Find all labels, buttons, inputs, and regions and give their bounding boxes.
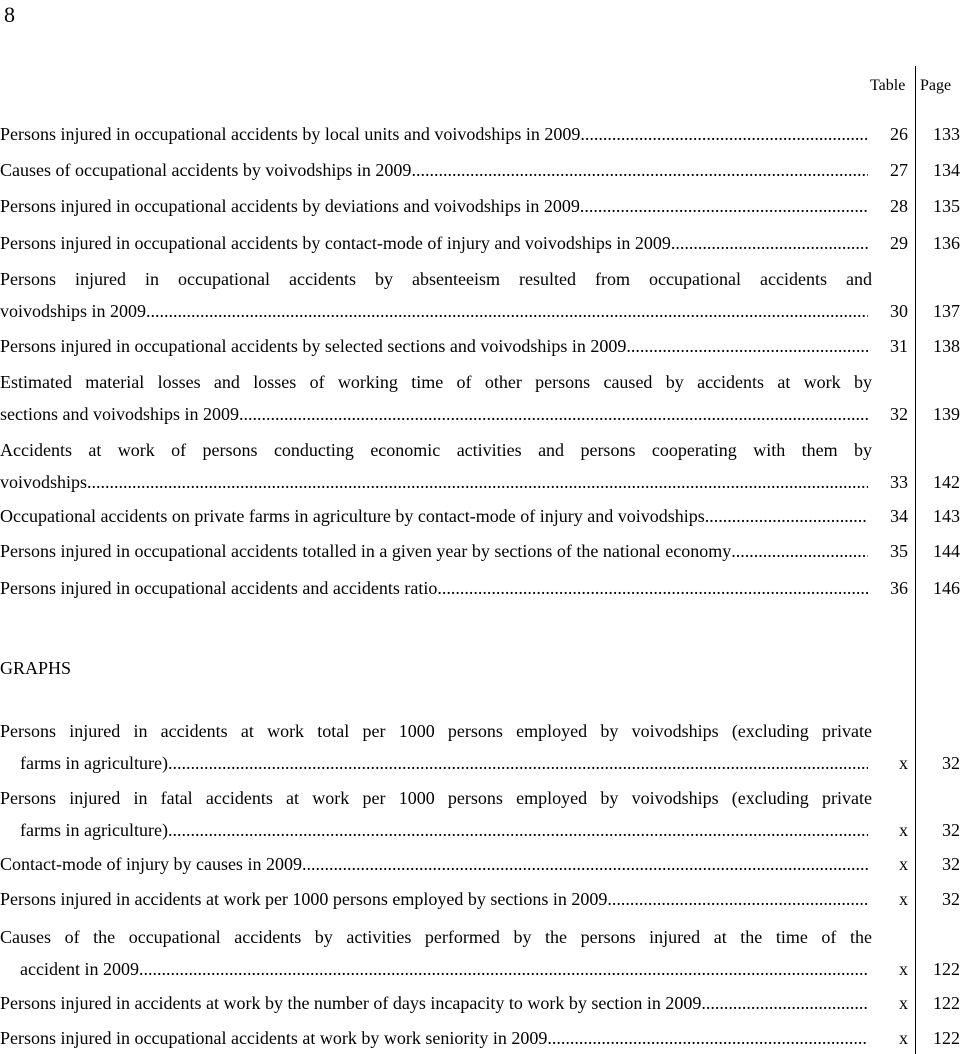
dot-leader xyxy=(626,333,868,359)
table-table-number: 32 xyxy=(890,404,908,424)
table-entry-title: voivodships in 2009 xyxy=(0,301,147,321)
table-page-number: 139 xyxy=(933,404,960,424)
dot-leader xyxy=(437,575,868,601)
table-table-number: 26 xyxy=(890,124,908,144)
graph-entry-title: Persons injured in accidents at work per 1000 persons employed by sections in 2009 xyxy=(0,889,608,909)
graph-entry-title: Persons injured in fatal accidents at work per 1000 persons employed by voivodships (excluding private xyxy=(0,788,872,808)
graph-page-number: 32 xyxy=(942,753,960,773)
table-table-number: 28 xyxy=(890,196,908,216)
table-entry-leader xyxy=(0,575,868,601)
dot-leader xyxy=(168,817,868,843)
graph-entry-leader xyxy=(20,750,868,776)
dot-leader xyxy=(139,956,868,982)
table-page-number: 142 xyxy=(933,472,960,492)
graph-table-number: x xyxy=(899,993,908,1013)
dot-leader xyxy=(731,538,868,564)
dot-leader xyxy=(580,121,868,147)
graph-page-number: 32 xyxy=(942,889,960,909)
graph-page-number: 32 xyxy=(942,820,960,840)
graph-entry-title: Persons injured in occupational accidents at work by work seniority in 2009 xyxy=(0,1028,548,1048)
graph-entry-leader xyxy=(0,990,868,1016)
table-page-number: 133 xyxy=(933,124,960,144)
table-entry-leader xyxy=(0,157,868,183)
graph-entry-leader xyxy=(20,956,868,982)
dot-leader xyxy=(239,401,868,427)
table-table-number: 30 xyxy=(890,301,908,321)
table-table-number: 34 xyxy=(890,506,908,526)
graph-table-number: x xyxy=(899,753,908,773)
graph-entry-title: Contact-mode of injury by causes in 2009 xyxy=(0,854,302,874)
table-entry-leader xyxy=(0,298,868,324)
table-page-number: 135 xyxy=(933,196,960,216)
table-page-number: 146 xyxy=(933,578,960,598)
graphs-heading: GRAPHS xyxy=(0,658,72,678)
table-entry-title: Persons injured in occupational accidents by selected sections and voivodships in 2009 xyxy=(0,336,627,356)
dot-leader xyxy=(671,230,868,256)
table-entry-title: Persons injured in occupational accidents by local units and voivodships in 2009 xyxy=(0,124,581,144)
dot-leader xyxy=(146,298,868,324)
graph-entry-leader xyxy=(20,817,868,843)
table-entry-title: Persons injured in occupational accidents and accidents ratio xyxy=(0,578,438,598)
graph-entry-title: accident in 2009 xyxy=(20,959,139,979)
graph-table-number: x xyxy=(899,1028,908,1048)
dot-leader xyxy=(87,469,868,495)
table-entry-leader xyxy=(0,469,868,495)
dot-leader xyxy=(607,886,868,912)
page-number: 8 xyxy=(4,2,15,27)
table-column-header: Table xyxy=(870,77,906,94)
table-page-number: 143 xyxy=(933,506,960,526)
table-entry-title: Occupational accidents on private farms in agriculture by contact-mode of injury and voivodships xyxy=(0,506,705,526)
table-entry-title: Persons injured in occupational accidents totalled in a given year by sections of the national economy xyxy=(0,541,732,561)
dot-leader xyxy=(411,157,868,183)
graph-page-number: 122 xyxy=(933,993,960,1013)
graph-table-number: x xyxy=(899,854,908,874)
table-page-number: 136 xyxy=(933,233,960,253)
table-table-number: 31 xyxy=(890,336,908,356)
table-table-number: 29 xyxy=(890,233,908,253)
table-page-number: 137 xyxy=(933,301,960,321)
table-table-number: 33 xyxy=(890,472,908,492)
dot-leader xyxy=(547,1025,868,1051)
graph-entry-title: farms in agriculture) xyxy=(20,753,168,773)
dot-leader xyxy=(705,503,868,529)
dot-leader xyxy=(701,990,868,1016)
column-divider xyxy=(915,66,916,1054)
table-entry-title: Persons injured in occupational accidents by deviations and voivodships in 2009 xyxy=(0,196,580,216)
page-column-header: Page xyxy=(920,77,952,94)
table-entry-leader xyxy=(0,193,868,219)
graph-page-number: 122 xyxy=(933,959,960,979)
graph-entry-leader xyxy=(0,1025,868,1051)
graph-entry-title: farms in agriculture) xyxy=(20,820,168,840)
table-entry-title: Accidents at work of persons conducting economic activities and persons cooperating with them by xyxy=(0,440,872,460)
table-entry-leader xyxy=(0,121,868,147)
graph-table-number: x xyxy=(899,889,908,909)
dot-leader xyxy=(580,193,868,219)
dot-leader xyxy=(168,750,868,776)
table-table-number: 35 xyxy=(890,541,908,561)
table-entry-title: Persons injured in occupational accidents by contact-mode of injury and voivodships in 2009 xyxy=(0,233,671,253)
table-entry-leader xyxy=(0,538,868,564)
graph-entry-title: Causes of the occupational accidents by activities performed by the persons injured at the time of the xyxy=(0,927,872,947)
table-entry-leader xyxy=(0,503,868,529)
table-entry-leader xyxy=(0,333,868,359)
table-entry-leader xyxy=(0,401,868,427)
table-entry-leader xyxy=(0,230,868,256)
table-entry-title: Estimated material losses and losses of working time of other persons caused by accidents at work by xyxy=(0,372,872,392)
table-page-number: 134 xyxy=(933,160,960,180)
dot-leader xyxy=(302,851,868,877)
graph-entry-title: Persons injured in accidents at work total per 1000 persons employed by voivodships (excluding private xyxy=(0,721,872,741)
table-entry-title: voivodships xyxy=(0,472,88,492)
graph-entry-leader xyxy=(0,886,868,912)
graph-entry-leader xyxy=(0,851,868,877)
graph-entry-title: Persons injured in accidents at work by the number of days incapacity to work by section in 2009 xyxy=(0,993,702,1013)
graph-table-number: x xyxy=(899,959,908,979)
table-entry-title: Persons injured in occupational accidents by absenteeism resulted from occupational accidents and xyxy=(0,269,872,289)
table-table-number: 27 xyxy=(890,160,908,180)
table-entry-title: sections and voivodships in 2009 xyxy=(0,404,239,424)
graph-page-number: 32 xyxy=(942,854,960,874)
table-entry-title: Causes of occupational accidents by voivodships in 2009 xyxy=(0,160,412,180)
table-table-number: 36 xyxy=(890,578,908,598)
graph-table-number: x xyxy=(899,820,908,840)
table-page-number: 144 xyxy=(933,541,960,561)
graph-page-number: 122 xyxy=(933,1028,960,1048)
table-page-number: 138 xyxy=(933,336,960,356)
